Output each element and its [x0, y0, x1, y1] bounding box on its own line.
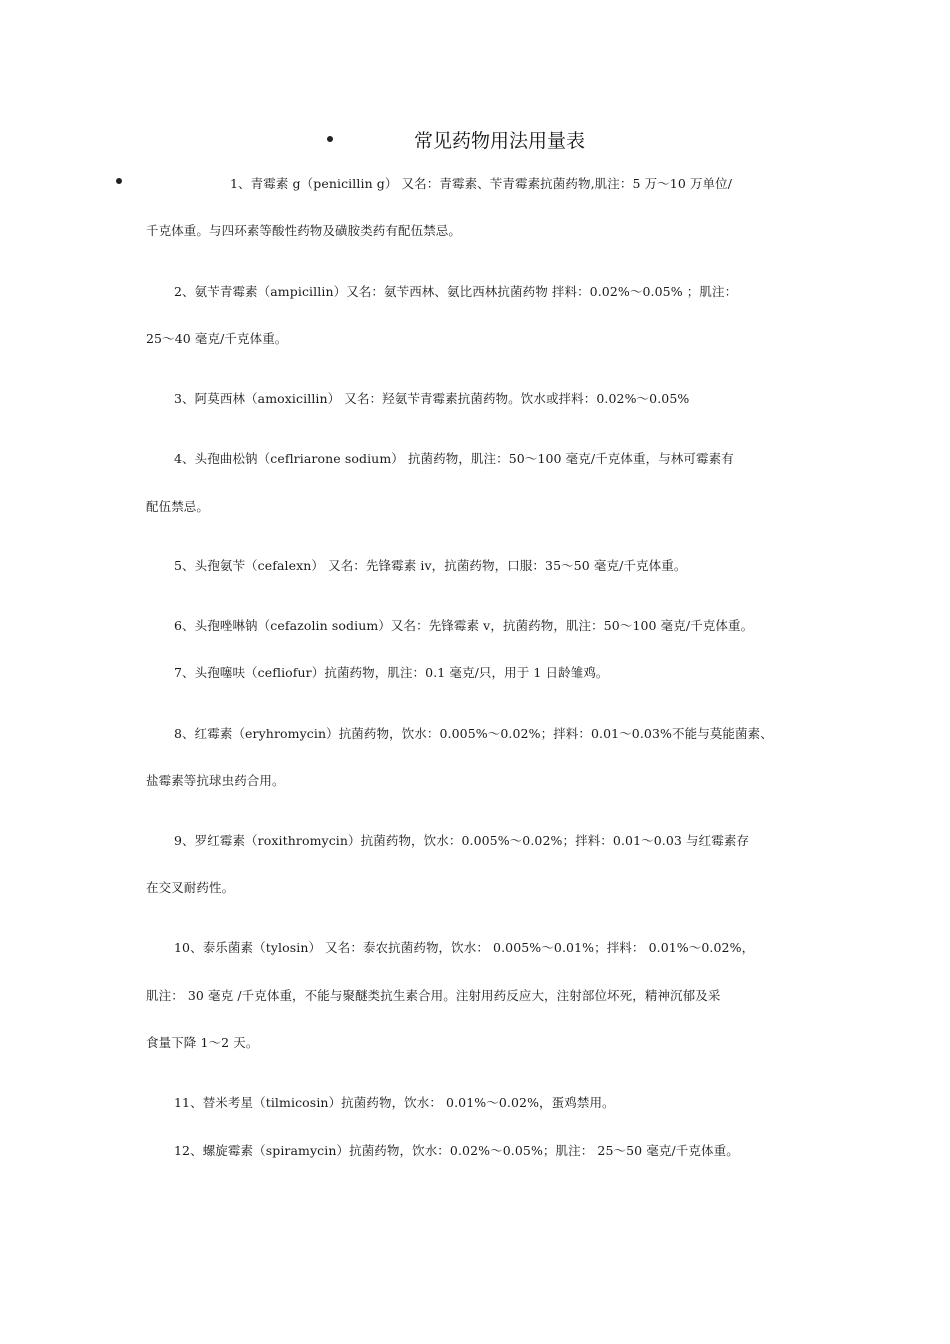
entry-9-line-2: 在交叉耐药性。 [146, 880, 235, 895]
entry-1-line-2: 千克体重。与四环素等酸性药物及磺胺类药有配伍禁忌。 [146, 223, 462, 238]
list-bullet [116, 178, 122, 184]
entry-8-line-1: 8、红霉素（eryhromycin）抗菌药物，饮水：0.005%～0.02%；拌料：0.01～0.03%不能与莫能菌素、 [174, 726, 773, 741]
title-bullet [327, 136, 333, 142]
page-title: 常见药物用法用量表 [414, 130, 586, 152]
entry-5-line-1: 5、头孢氨苄（cefalexn） 又名：先锋霉素 iv，抗菌药物，口服：35～50 毫克/千克体重。 [174, 558, 687, 573]
entry-2-line-2: 25～40 毫克/千克体重。 [146, 331, 288, 346]
entry-11-line-1: 11、替米考星（tilmicosin）抗菌药物，饮水： 0.01%～0.02%，蛋鸡禁用。 [174, 1095, 615, 1110]
entry-7-line-1: 7、头孢噻呋（cefliofur）抗菌药物，肌注：0.1 毫克/只，用于 1 日龄雏鸡。 [174, 665, 609, 680]
entry-3-line-1: 3、阿莫西林（amoxicillin） 又名：羟氨苄青霉素抗菌药物。饮水或拌料：0.02%～0.05% [174, 391, 690, 406]
entry-12-line-1: 12、螺旋霉素（spiramycin）抗菌药物，饮水：0.02%～0.05%；肌注： 25～50 毫克/千克体重。 [174, 1143, 739, 1158]
entry-8-line-2: 盐霉素等抗球虫药合用。 [146, 773, 285, 788]
entry-10-line-2: 肌注： 30 毫克 /千克体重，不能与聚醚类抗生素合用。注射用药反应大，注射部位坏死，精神沉郁及采 [146, 988, 721, 1003]
entry-10-line-1: 10、泰乐菌素（tylosin） 又名：泰农抗菌药物，饮水： 0.005%～0.01%；拌料： 0.01%～0.02%， [174, 940, 755, 955]
entry-6-line-1: 6、头孢唑啉钠（cefazolin sodium）又名：先锋霉素 v，抗菌药物，肌注：50～100 毫克/千克体重。 [174, 618, 754, 633]
entry-4-line-1: 4、头孢曲松钠（ceflriarone sodium） 抗菌药物，肌注：50～100 毫克/千克体重，与林可霉素有 [174, 451, 734, 466]
entry-10-line-3: 食量下降 1～2 天。 [146, 1035, 259, 1050]
entry-9-line-1: 9、罗红霉素（roxithromycin）抗菌药物，饮水：0.005%～0.02%；拌料：0.01～0.03 与红霉素存 [174, 833, 750, 848]
entry-2-line-1: 2、氨苄青霉素（ampicillin）又名：氨苄西林、氨比西林抗菌药物 拌料：0.02%～0.05% ；肌注： [174, 284, 738, 299]
entry-1-line-1: 1、青霉素 g（penicillin g） 又名：青霉素、苄青霉素抗菌药物,肌注：5 万～10 万单位/ [230, 176, 733, 191]
entry-4-line-2: 配伍禁忌。 [146, 499, 210, 514]
